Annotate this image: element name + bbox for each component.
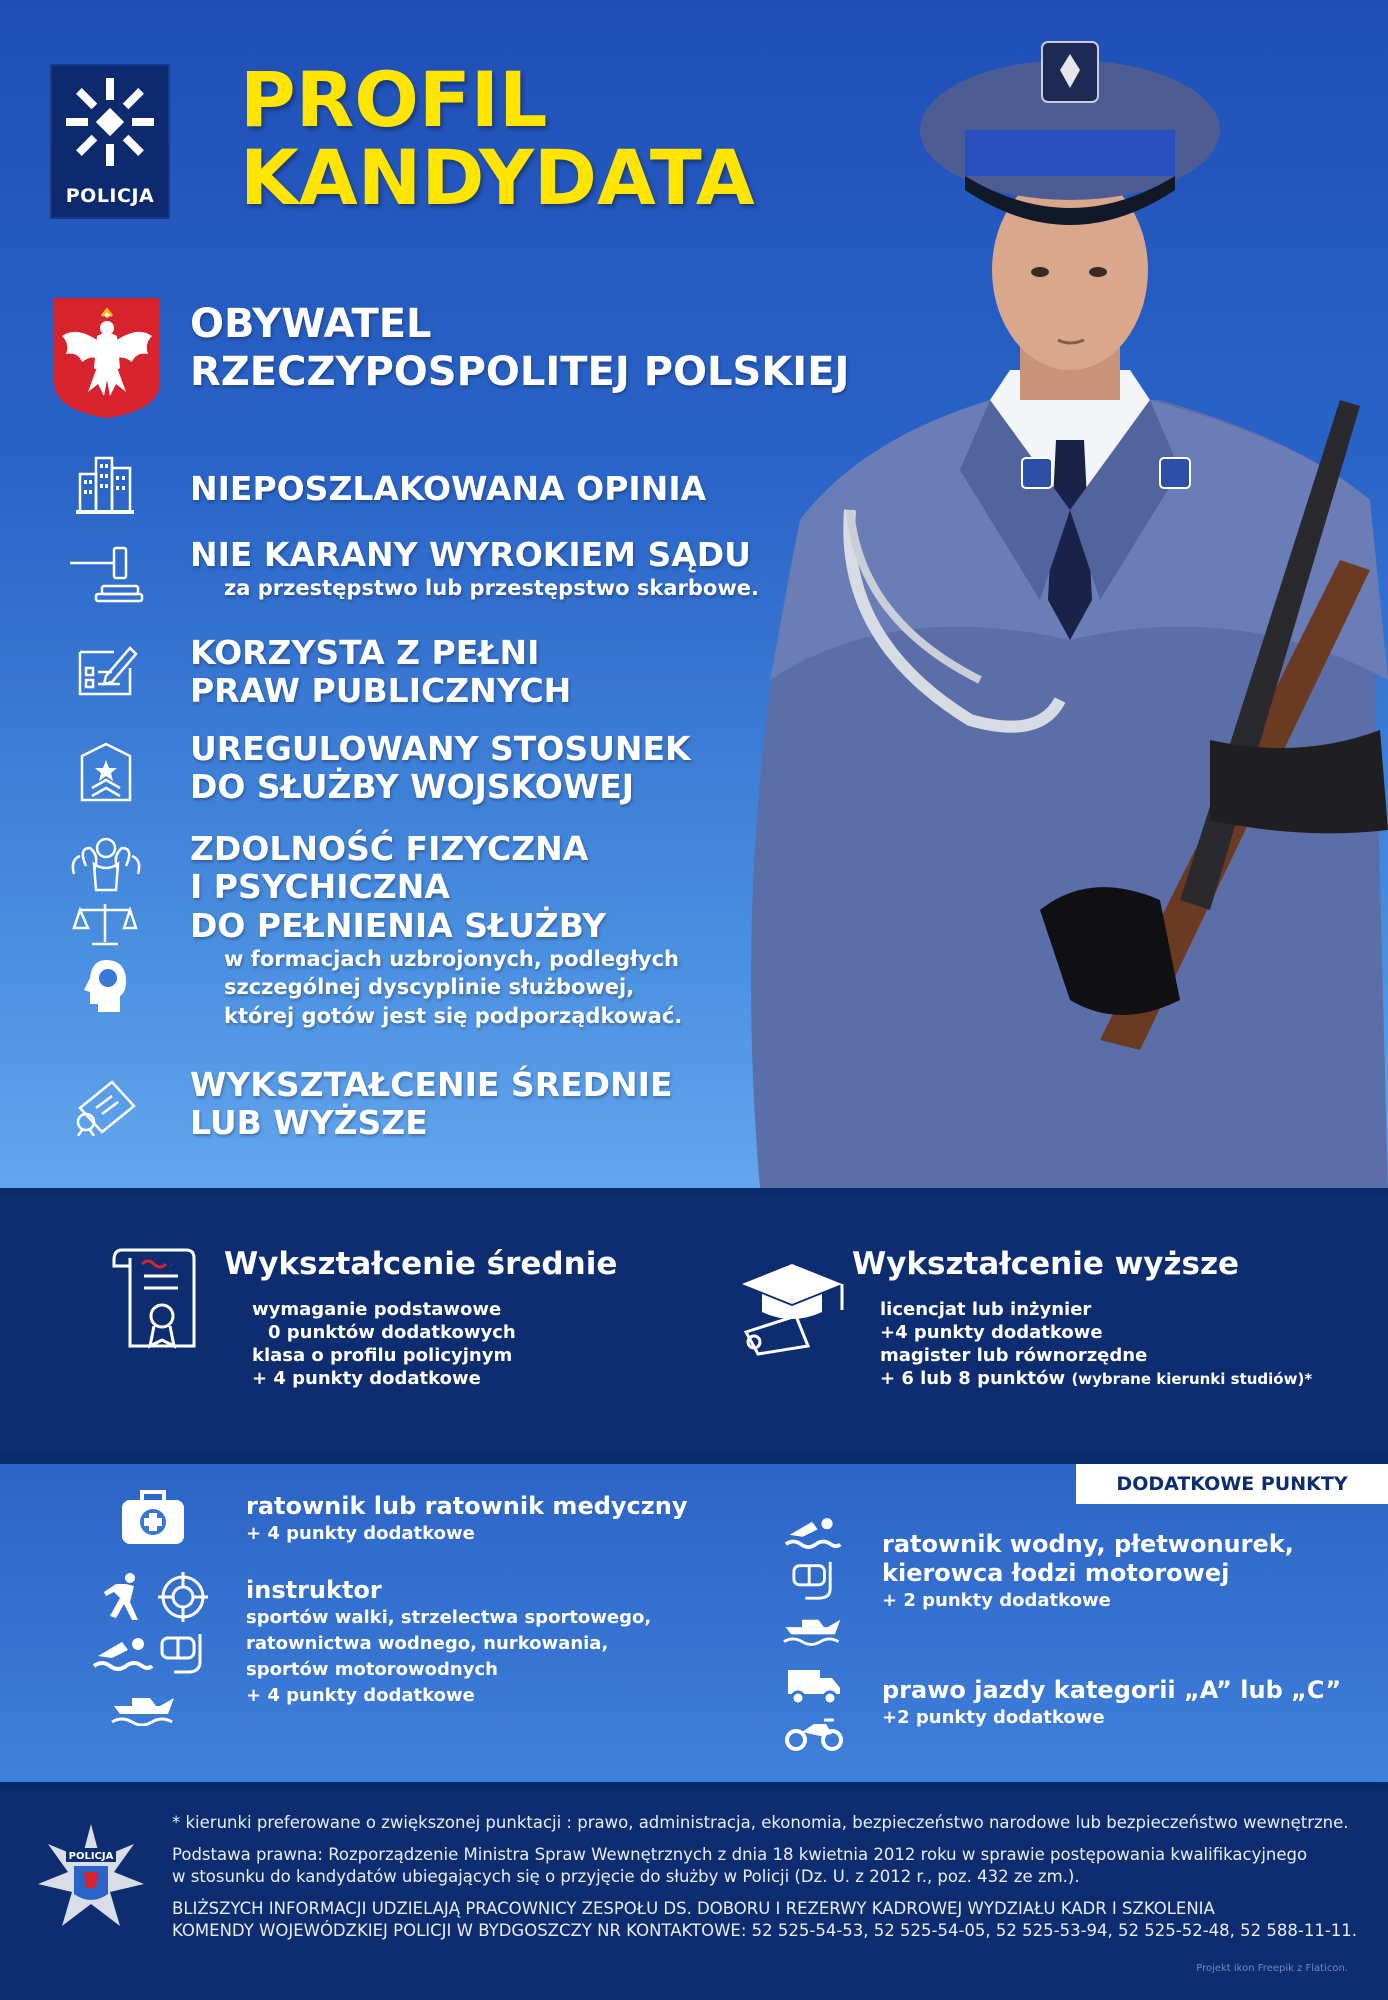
scales-icon: [72, 902, 138, 948]
diving-mask-icon: [158, 1632, 206, 1676]
req-fitness-note2: szczególnej dyscyplinie służbowej,: [224, 975, 635, 1000]
bonus-instructor-l2: ratownictwa wodnego, nurkowania,: [246, 1632, 609, 1654]
education-higher-title: Wykształcenie wyższe: [852, 1246, 1240, 1282]
bonus-water-points: + 2 punkty dodatkowe: [882, 1589, 1111, 1611]
req-fitness-title: ZDOLNOŚĆ FIZYCZNA: [190, 829, 589, 868]
footer: [0, 1790, 1388, 2000]
martial-arts-icon: [104, 1572, 144, 1622]
motorcycle-icon: [784, 1714, 844, 1752]
footer-legal-1: Podstawa prawna: Rozporządzenie Ministra Spraw Wewnętrznych z dnia 18 kwietnia 2012 roku w sprawie postępowania kwalifikacyjnego: [172, 1845, 1308, 1864]
footer-contact-1: BLIŻSZYCH INFORMACJI UDZIELAJĄ PRACOWNICY ZESPOŁU DS. DOBORU I REZERWY KADROWEJ WYDZIAŁU KADR I SZKOLENIA: [172, 1899, 1215, 1918]
title-line-1: PROFIL: [240, 55, 548, 144]
police-officer-photo: [740, 40, 1388, 1188]
star-badge-text: POLICJA: [68, 1851, 114, 1862]
bonus-instructor-l3: sportów motorowodnych: [246, 1658, 498, 1680]
req-military-title: UREGULOWANY STOSUNEK: [190, 729, 691, 768]
icon-credit: Projekt ikon Freepik z Flaticon.: [1196, 1963, 1348, 1974]
req-public-rights-title2: PRAW PUBLICZNYCH: [190, 671, 572, 711]
bonus-instructor-points: + 4 punkty dodatkowe: [246, 1685, 475, 1707]
req-education: [190, 1066, 672, 1143]
logo-text: POLICJA: [65, 185, 155, 207]
bonus-water: [882, 1530, 1294, 1614]
req-fitness: [190, 830, 682, 1030]
req-military: [190, 730, 691, 807]
education-secondary-l4: + 4 punkty dodatkowe: [252, 1368, 481, 1390]
mind-icon: [82, 958, 132, 1014]
education-secondary: [224, 1246, 617, 1390]
education-higher-l1: licencjat lub inżynier: [880, 1299, 1092, 1320]
graduation-cap-icon: [738, 1254, 848, 1356]
bonus-tag: DODATKOWE PUNKTY: [1076, 1464, 1388, 1504]
req-reputation-title: NIEPOSZLAKOWANA OPINIA: [190, 469, 707, 508]
req-no-conviction-title: NIE KARANY WYROKIEM SĄDU: [190, 535, 751, 574]
req-public-rights-title: KORZYSTA Z PEŁNI: [190, 633, 540, 672]
req-no-conviction-note: za przestępstwo lub przestępstwo skarbowe.: [224, 576, 759, 601]
footer-contact-2: KOMENDY WOJEWÓDZKIEJ POLICJI W BYDGOSZCZY NR KONTAKTOWE: 52 525-54-53, 52 525-54-05, 52 525-53-94, 52 525-52-48, 52 588-11-11.: [172, 1921, 1358, 1940]
strength-icon: [66, 834, 146, 894]
truck-icon: [786, 1666, 842, 1706]
footer-note: * kierunki preferowane o zwiększonej punktacji : prawo, administracja, ekonomia, bezpieczeństwo narodowe lub bezpieczeństwo wewnętrzne.: [172, 1813, 1349, 1832]
education-secondary-l3: klasa o profilu policyjnym: [252, 1345, 513, 1367]
bonus-instructor: [246, 1576, 651, 1709]
req-education-title: WYKSZTAŁCENIE ŚREDNIE: [190, 1065, 673, 1104]
req-reputation: [190, 470, 706, 508]
bonus-medic-title: ratownik lub ratownik medyczny: [246, 1492, 688, 1520]
target-icon: [158, 1572, 208, 1622]
buildings-icon: [76, 452, 134, 516]
bonus-medic-points: + 4 punkty dodatkowe: [246, 1522, 475, 1544]
bonus-section: [0, 1464, 1388, 1782]
gavel-icon: [68, 546, 144, 604]
bonus-license-points: +2 punkty dodatkowe: [882, 1706, 1105, 1728]
education-higher-l4-note: (wybrane kierunki studiów)*: [1071, 1370, 1313, 1389]
motorboat-icon: [110, 1688, 178, 1726]
req-citizenship-title2: RZECZYPOSPOLITEJ POLSKIEJ: [190, 349, 850, 395]
req-public-rights: [190, 634, 571, 711]
bonus-license-title: prawo jazdy kategorii „A” lub „C”: [882, 1676, 1342, 1704]
police-star-icon: [62, 74, 158, 170]
title-line-2: KANDYDATA: [240, 133, 755, 222]
polish-eagle-icon: [52, 296, 162, 420]
bonus-instructor-title: instruktor: [246, 1576, 382, 1604]
req-no-conviction: [190, 536, 759, 603]
bonus-water-title2: kierowca łodzi motorowej: [882, 1558, 1230, 1587]
education-higher-l4: [852, 1367, 1312, 1390]
req-fitness-note: w formacjach uzbrojonych, podległych: [224, 946, 679, 971]
motorboat-icon: [782, 1610, 844, 1646]
bonus-medic: [246, 1492, 687, 1547]
military-rank-icon: [78, 740, 134, 804]
bonus-water-title1: ratownik wodny, płetwonurek,: [882, 1530, 1294, 1558]
req-citizenship-title: OBYWATEL: [190, 301, 432, 347]
education-secondary-title: Wykształcenie średnie: [224, 1246, 618, 1282]
req-education-title2: LUB WYŻSZE: [190, 1103, 428, 1143]
police-star-badge: [36, 1822, 146, 1932]
swimmer-icon: [784, 1516, 842, 1552]
diploma-icon: [72, 1078, 140, 1136]
footer-legal-2: w stosunku do kandydatów ubiegających się o przyjęcie do służby w Policji (Dz. U. z 2012 r., poz. 432 ze zm.).: [172, 1867, 1080, 1886]
police-logo: [50, 64, 170, 219]
req-fitness-note3: której gotów jest się podporządkować.: [224, 1003, 683, 1028]
swimmer-icon: [92, 1636, 154, 1674]
bonus-license: [882, 1676, 1341, 1731]
bonus-instructor-l1: sportów walki, strzelectwa sportowego,: [246, 1606, 652, 1628]
education-section: [0, 1196, 1388, 1454]
req-fitness-title3: DO PEŁNIENIA SŁUŻBY: [190, 905, 606, 945]
ballot-icon: [74, 642, 140, 698]
education-secondary-l2: 0 punktów dodatkowych: [268, 1322, 516, 1344]
req-fitness-title2: I PSYCHICZNA: [190, 867, 450, 907]
education-higher: [852, 1246, 1312, 1390]
education-secondary-l1: wymaganie podstawowe: [252, 1299, 502, 1320]
education-higher-l4-points: + 6 lub 8 punktów: [880, 1368, 1066, 1390]
req-military-title2: DO SŁUŻBY WOJSKOWEJ: [190, 767, 635, 807]
diving-mask-icon: [790, 1560, 836, 1602]
first-aid-kit-icon: [120, 1488, 186, 1546]
education-higher-l3: magister lub równorzędne: [880, 1345, 1148, 1367]
certificate-icon: [112, 1246, 198, 1354]
education-higher-l2: +4 punkty dodatkowe: [880, 1322, 1103, 1344]
